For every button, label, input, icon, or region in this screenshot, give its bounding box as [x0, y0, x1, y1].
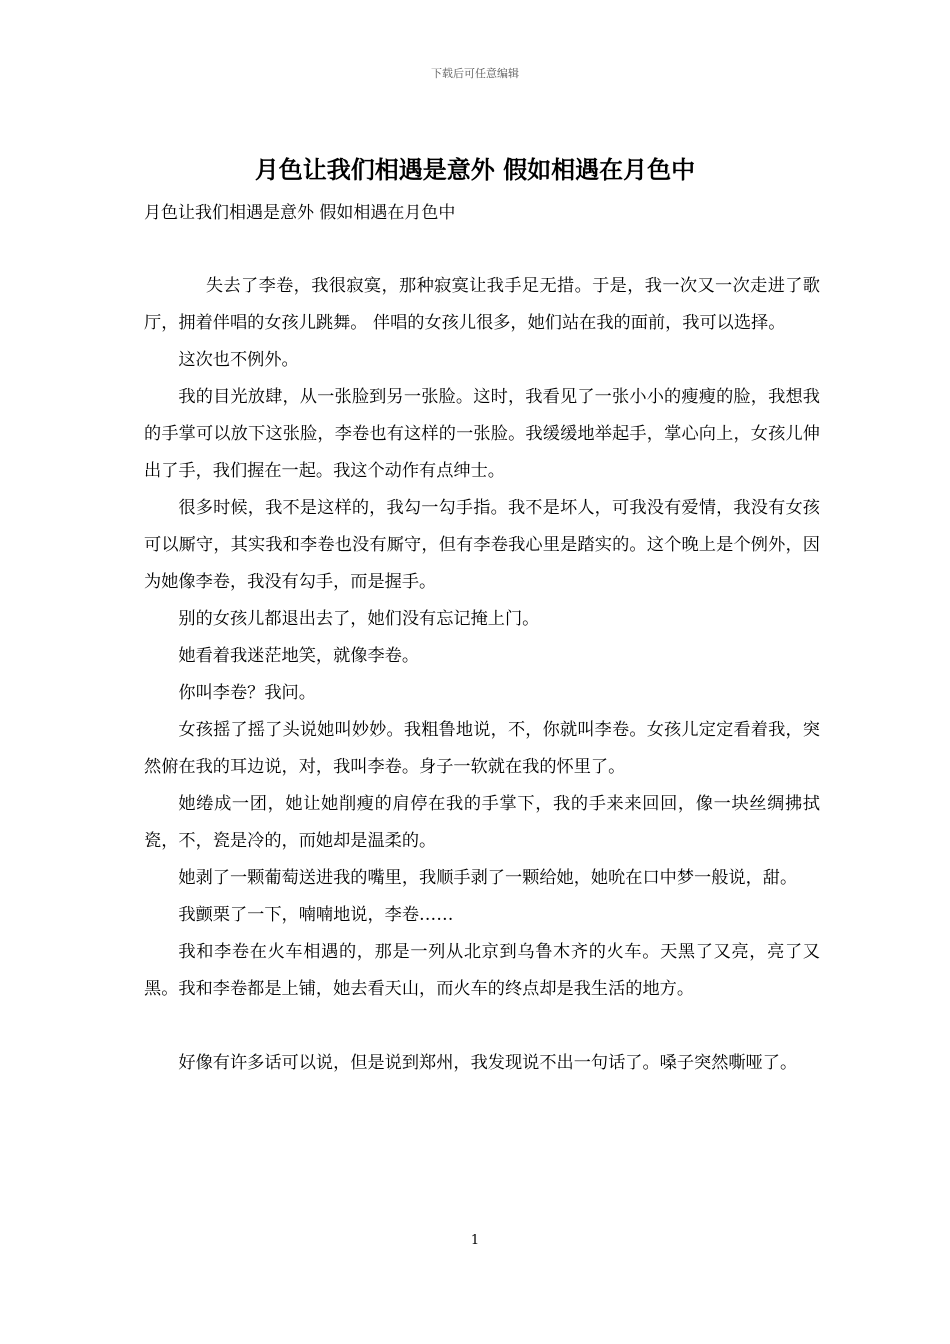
paragraph: 我的目光放肆，从一张脸到另一张脸。这时，我看见了一张小小的瘦瘦的脸，我想我的手掌可以放下这张脸，李卷也有这样的一张脸。我缓缓地举起手，掌心向上，女孩儿伸出了手，我们握在一起。我这个动作有点绅士。	[144, 387, 820, 481]
paragraph: 别的女孩儿都退出去了，她们没有忘记掩上门。	[178, 609, 540, 629]
page-header-note: 下载后可任意编辑	[431, 67, 519, 80]
paragraph: 失去了李卷，我很寂寞，那种寂寞让我手足无措。于是，我一次又一次走进了歌厅，拥着伴唱的女孩儿跳舞。 伴唱的女孩儿很多，她们站在我的面前，我可以选择。	[144, 276, 820, 333]
paragraph: 她看着我迷茫地笑，就像李卷。	[178, 646, 420, 666]
paragraph-spacer	[144, 1008, 820, 1045]
paragraph: 好像有许多话可以说，但是说到郑州，我发现说不出一句话了。嗓子突然嘶哑了。	[178, 1053, 798, 1073]
paragraph: 她绻成一团，她让她削瘦的肩停在我的手掌下，我的手来来回回，像一块丝绸拂拭瓷，不，瓷是冷的，而她却是温柔的。	[144, 794, 820, 851]
document-title: 月色让我们相遇是意外 假如相遇在月色中	[254, 155, 696, 184]
paragraph: 女孩摇了摇了头说她叫妙妙。我粗鲁地说，不，你就叫李卷。女孩儿定定看着我，突然俯在我的耳边说，对，我叫李卷。身子一软就在我的怀里了。	[144, 720, 820, 777]
paragraph: 她剥了一颗葡萄送进我的嘴里，我顺手剥了一颗给她，她吮在口中梦一般说，甜。	[178, 868, 798, 888]
document-subtitle: 月色让我们相遇是意外 假如相遇在月色中	[144, 203, 456, 223]
paragraph: 很多时候，我不是这样的，我勾一勾手指。我不是坏人，可我没有爱情，我没有女孩可以厮守，其实我和李卷也没有厮守，但有李卷我心里是踏实的。这个晚上是个例外，因为她像李卷，我没有勾手，而是握手。	[144, 498, 820, 592]
paragraph: 我和李卷在火车相遇的，那是一列从北京到乌鲁木齐的火车。天黑了又亮，亮了又黑。我和李卷都是上铺，她去看天山，而火车的终点却是我生活的地方。	[144, 942, 820, 999]
paragraph: 你叫李卷？我问。	[178, 683, 316, 703]
page-number: 1	[470, 1233, 480, 1248]
paragraph: 我颤栗了一下，喃喃地说，李卷……	[178, 905, 454, 925]
document-body	[144, 268, 820, 1082]
paragraph: 这次也不例外。	[178, 350, 299, 370]
